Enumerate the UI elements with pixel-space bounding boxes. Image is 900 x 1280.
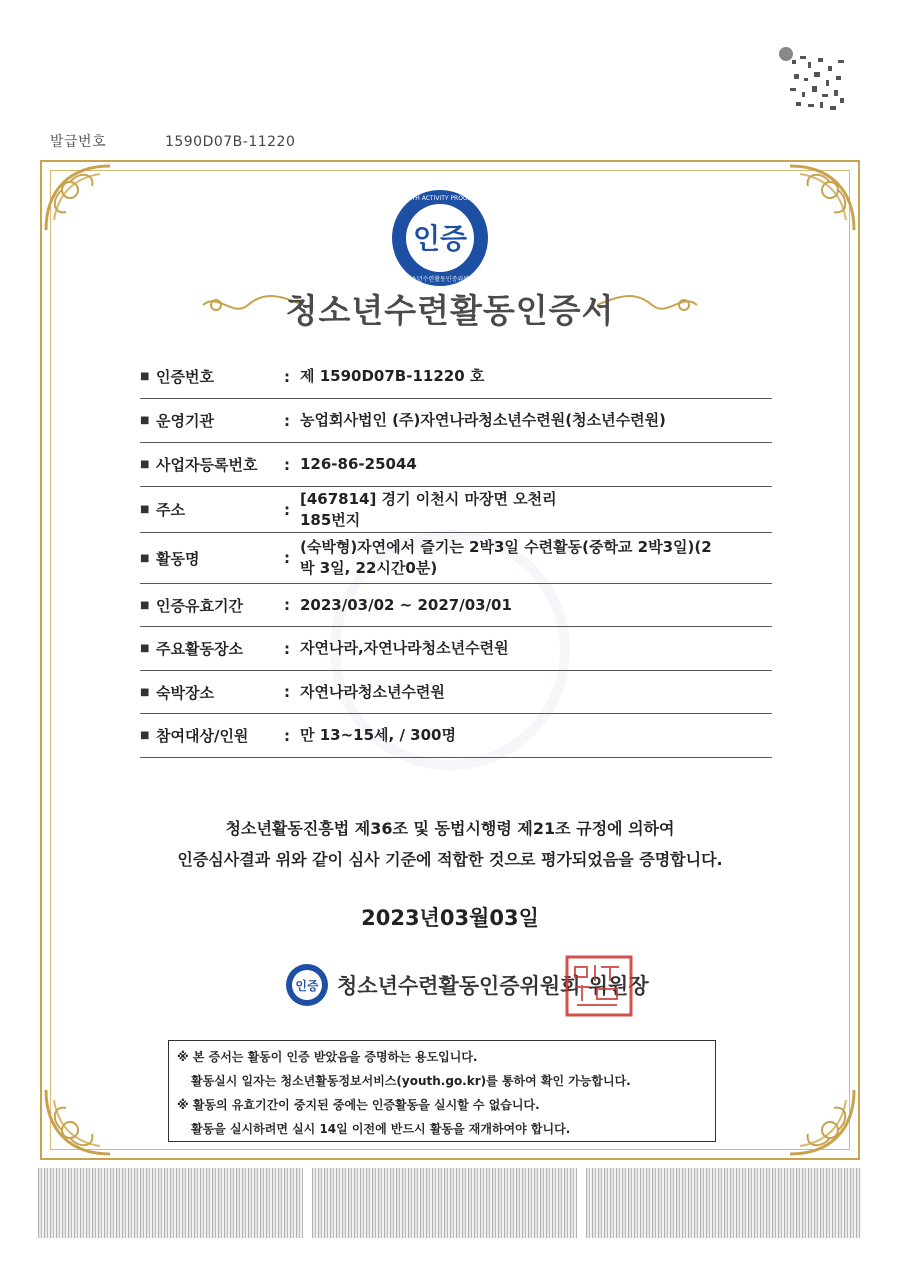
- info-row-activity-name: ■ 활동명 : (숙박형)자연에서 즐기는 2박3일 수련활동(중학교 2박3일)(2 박 3일, 22시간0분): [140, 533, 772, 584]
- notice-box: [168, 1040, 716, 1142]
- corner-ornament-icon: [770, 160, 860, 250]
- badge-bottom-text: 청소년수련활동인증위원회: [405, 276, 475, 283]
- committee-name: 청소년수련활동인증위원회 위원장: [337, 974, 649, 998]
- committee-logo-icon: [285, 963, 329, 1007]
- badge-main-text: 인증: [412, 222, 468, 255]
- bullet-icon: ■: [140, 686, 150, 698]
- info-value: 만 13~15세, / 300명: [300, 726, 456, 744]
- notice-line: 활동을 실시하려면 실시 14일 이전에 반드시 활동을 재개하여야 합니다.: [191, 1122, 571, 1136]
- statement-line: 청소년활동진흥법 제36조 및 동법시행령 제21조 규정에 의하여: [225, 819, 675, 838]
- notice-line: ※ 활동의 유효기간이 중지된 중에는 인증활동을 실시할 수 없습니다.: [177, 1098, 540, 1112]
- info-row-participants: ■ 참여대상/인원 : 만 13~15세, / 300명: [140, 714, 772, 758]
- badge-arc-text: YOUTH ACTIVITY PROGRAM: [399, 195, 481, 202]
- corner-ornament-icon: [40, 160, 130, 250]
- bullet-icon: ■: [140, 552, 150, 564]
- info-row-valid-period: ■ 인증유효기간 : 2023/03/02 ~ 2027/03/01: [140, 584, 772, 627]
- issue-number-value: 1590D07B-11220: [164, 134, 296, 150]
- issue-date: 2023년03월03일: [361, 906, 539, 930]
- info-value-line2: 185번지: [300, 510, 361, 529]
- bullet-icon: ■: [140, 459, 150, 470]
- certification-badge-icon: [390, 188, 490, 288]
- corner-ornament-icon: [40, 1070, 130, 1160]
- corner-ornament-icon: [770, 1070, 860, 1160]
- info-value: [467814] 경기 이천시 마장면 오천리: [300, 489, 557, 508]
- info-value: 126-86-25044: [300, 455, 417, 473]
- committee-logo-text: 인증: [295, 979, 319, 993]
- info-label: 인증유효기간: [156, 596, 243, 615]
- info-row-business-number: ■ 사업자등록번호 : 126-86-25044: [140, 443, 772, 487]
- info-label: 주소: [156, 501, 185, 519]
- info-label: 숙박장소: [156, 683, 214, 702]
- info-row-address: ■ 주소 : [467814] 경기 이천시 마장면 오천리 185번지: [140, 487, 772, 533]
- info-label: 참여대상/인원: [156, 727, 249, 745]
- info-value: 농업회사법인 (주)자연나라청소년수련원(청소년수련원): [300, 411, 666, 429]
- bullet-icon: ■: [140, 599, 150, 611]
- info-row-operator: ■ 운영기관 : 농업회사법인 (주)자연나라청소년수련원(청소년수련원): [140, 399, 772, 443]
- info-label: 사업자등록번호: [156, 456, 258, 474]
- info-label: 인증번호: [156, 368, 214, 386]
- info-value: 자연나라청소년수련원: [300, 682, 445, 701]
- security-pattern: [38, 1168, 303, 1238]
- info-label: 활동명: [156, 549, 200, 568]
- info-value: 제 1590D07B-11220 호: [300, 367, 485, 385]
- notice-line: 활동실시 일자는 청소년활동정보서비스(youth.go.kr)를 통하여 확인 가능합니다.: [191, 1074, 631, 1088]
- certification-statement: [0, 813, 900, 875]
- info-row-cert-number: ■ 인증번호 : 제 1590D07B-11220 호: [140, 355, 772, 399]
- issue-number-label: 발급번호: [50, 134, 107, 150]
- info-value: (숙박형)자연에서 즐기는 2박3일 수련활동(중학교 2박3일)(2: [300, 538, 712, 556]
- security-pattern: [586, 1168, 861, 1238]
- info-row-main-location: ■ 주요활동장소 : 자연나라,자연나라청소년수련원: [140, 627, 772, 671]
- certificate-title: 청소년수련활동인증서: [285, 291, 615, 330]
- bullet-icon: ■: [140, 371, 150, 382]
- info-value: 자연나라,자연나라청소년수련원: [300, 639, 509, 657]
- info-value: 2023/03/02 ~ 2027/03/01: [300, 595, 512, 614]
- certificate-info-table: [140, 355, 772, 758]
- bullet-icon: ■: [140, 643, 150, 654]
- bullet-icon: ■: [140, 415, 150, 426]
- official-seal-icon: [565, 955, 633, 1017]
- info-value-line2: 박 3일, 22시간0분): [300, 559, 438, 577]
- security-pattern: [312, 1168, 577, 1238]
- qr-code-icon: [778, 46, 850, 118]
- bullet-icon: ■: [140, 730, 150, 741]
- issue-number: [50, 131, 295, 151]
- statement-line: 인증심사결과 위와 같이 심사 기준에 적합한 것으로 평가되었음을 증명합니다.: [177, 850, 723, 869]
- info-label: 주요활동장소: [156, 640, 243, 658]
- bullet-icon: ■: [140, 504, 150, 515]
- info-label: 운영기관: [156, 412, 214, 430]
- info-row-lodging: ■ 숙박장소 : 자연나라청소년수련원: [140, 671, 772, 714]
- notice-line: ※ 본 증서는 활동이 인증 받았음을 증명하는 용도입니다.: [177, 1050, 478, 1064]
